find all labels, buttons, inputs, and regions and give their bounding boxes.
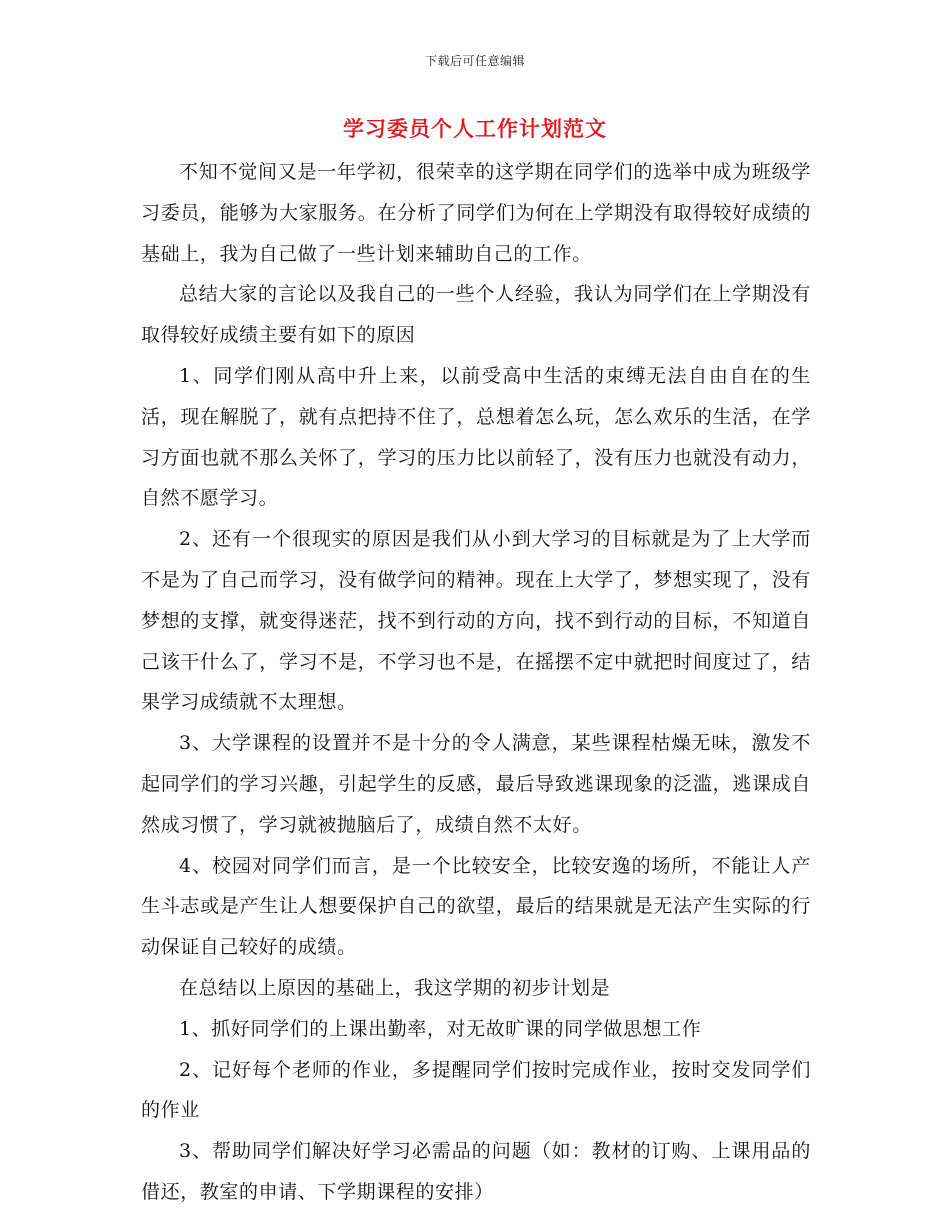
paragraph: 2、记好每个老师的作业，多提醒同学们按时完成作业，按时交发同学们的作业	[141, 1058, 811, 1122]
paragraph: 在总结以上原因的基础上，我这学期的初步计划是	[179, 976, 611, 999]
paragraph: 1、抓好同学们的上课出勤率，对无故旷课的同学做思想工作	[179, 1017, 702, 1040]
paragraph: 2、还有一个很现实的原因是我们从小到大学习的目标就是为了上大学而不是为了自己而学习，没有做学问的精神。现在上大学了，梦想实现了，没有梦想的支撑，就变得迷茫，找不到行动的方向，找不到行动的目标，不知道自己该干什么了，学习不是，不学习也不是，在摇摆不定中就把时间度过了，结果学习成绩就不太理想。	[141, 528, 811, 714]
paragraph: 1、同学们刚从高中升上来，以前受高中生活的束缚无法自由自在的生活，现在解脱了，就有点把持不住了，总想着怎么玩，怎么欢乐的生活，在学习方面也就不那么关怀了，学习的压力比以前轻了，没有压力也就没有动力，自然不愿学习。	[141, 364, 811, 510]
paragraph: 不知不觉间又是一年学初，很荣幸的这学期在同学们的选举中成为班级学习委员，能够为大家服务。在分析了同学们为何在上学期没有取得较好成绩的基础上，我为自己做了一些计划来辅助自己的工作。	[141, 161, 811, 265]
paragraph: 总结大家的言论以及我自己的一些个人经验，我认为同学们在上学期没有取得较好成绩主要有如下的原因	[141, 283, 811, 347]
header-note: 下载后可任意编辑	[424, 54, 525, 68]
document-body	[141, 152, 811, 1213]
paragraph: 4、校园对同学们而言，是一个比较安全，比较安逸的场所，不能让人产生斗志或是产生让人想要保护自己的欲望，最后的结果就是无法产生实际的行动保证自己较好的成绩。	[141, 854, 811, 959]
paragraph: 3、帮助同学们解决好学习必需品的问题（如：教材的订购、上课用品的借还，教室的申请、下学期课程的安排）	[141, 1140, 811, 1203]
paragraph: 3、大学课程的设置并不是十分的令人满意，某些课程枯燥无味，激发不起同学们的学习兴趣，引起学生的反感，最后导致逃课现象的泛滥，逃课成自然成习惯了，学习就被抛脑后了，成绩自然不太好。	[141, 732, 811, 836]
document-title: 学习委员个人工作计划范文	[343, 116, 607, 141]
